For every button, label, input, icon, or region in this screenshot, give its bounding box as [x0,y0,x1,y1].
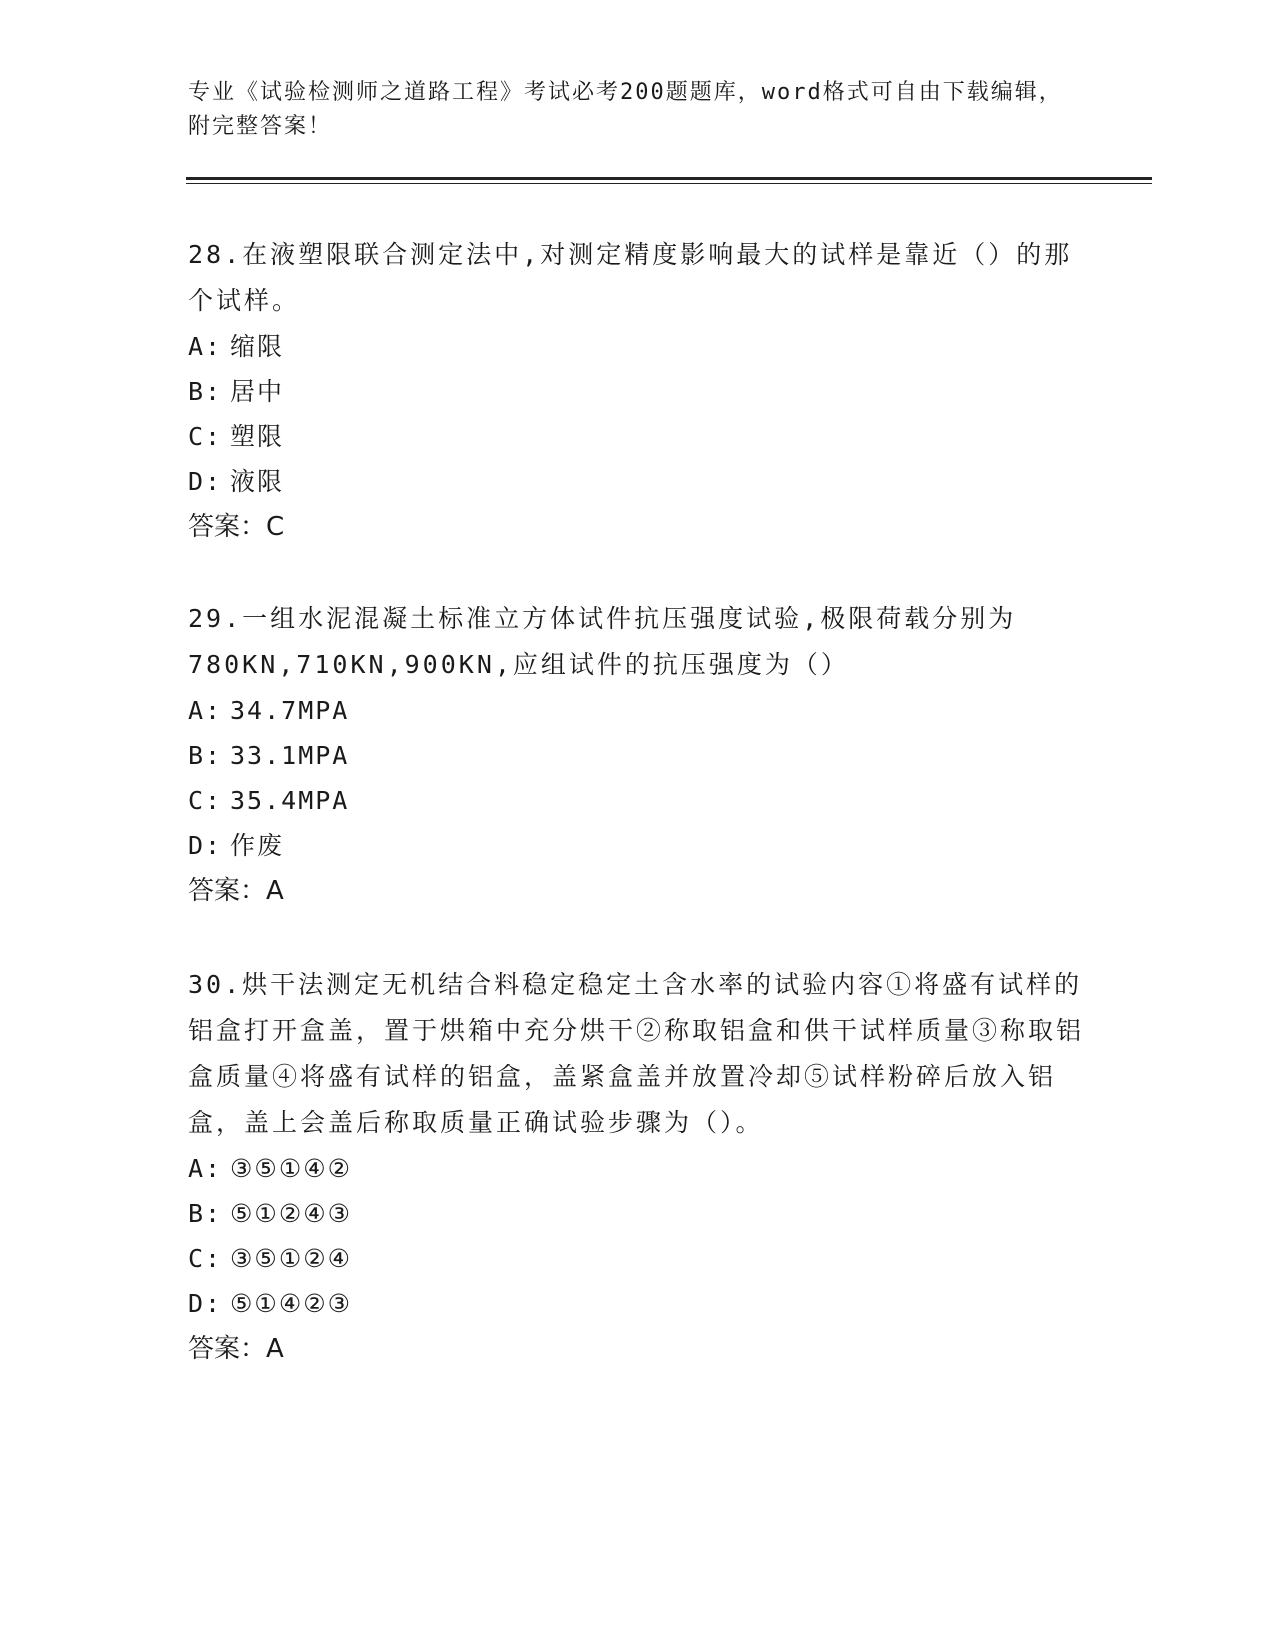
option-b [188,733,1088,778]
option-c [188,778,1088,823]
option-a [188,688,1088,733]
question-29 [188,596,1088,914]
header-divider-thick [186,177,1152,180]
option-text: 液限 [230,467,285,496]
header-divider-thin [186,183,1152,184]
option-letter: B: [188,1199,223,1228]
option-text: 塑限 [230,422,285,451]
option-letter: B: [188,741,223,770]
option-c [188,1236,1088,1281]
question-text: 28.在液塑限联合测定法中,对测定精度影响最大的试样是靠近（）的那个试样。 [188,240,1073,315]
option-d [188,459,1088,504]
question-28 [188,232,1088,550]
option-text: 35.4MPA [230,786,350,815]
option-a [188,1146,1088,1191]
option-d [188,1281,1088,1326]
question-text: 29.一组水泥混凝土标准立方体试件抗压强度试验,极限荷载分别为780KN,710KN,900KN,应组试件的抗压强度为（） [188,604,1017,679]
option-text: ③⑤①②④ [230,1244,353,1273]
option-letter: D: [188,831,223,860]
answer-line: 答案：A [188,876,284,906]
option-letter: C: [188,1244,223,1273]
option-letter: A: [188,696,223,725]
option-text: 34.7MPA [230,696,350,725]
option-text: 33.1MPA [230,741,350,770]
document-header: 专业《试验检测师之道路工程》考试必考200题题库，word格式可自由下载编辑，附完整答案！ [188,80,1063,139]
option-text: 居中 [230,377,285,406]
option-letter: A: [188,1154,223,1183]
option-text: ③⑤①④② [230,1154,353,1183]
option-text: ⑤①②④③ [230,1199,353,1228]
answer-line: 答案：A [188,1334,284,1364]
option-letter: C: [188,786,223,815]
option-letter: D: [188,467,223,496]
option-a [188,324,1088,369]
option-letter: C: [188,422,223,451]
option-letter: B: [188,377,223,406]
option-letter: D: [188,1289,223,1318]
option-text: 作废 [230,831,285,860]
option-d [188,823,1088,868]
answer-line: 答案：C [188,512,285,542]
option-b [188,1191,1088,1236]
option-c [188,414,1088,459]
option-text: 缩限 [230,332,285,361]
option-b [188,369,1088,414]
option-letter: A: [188,332,223,361]
question-30 [188,962,1088,1372]
question-text: 30.烘干法测定无机结合料稳定稳定土含水率的试验内容①将盛有试样的铝盒打开盒盖，置于烘箱中充分烘干②称取铝盒和供干试样质量③称取铝盒质量④将盛有试样的铝盒，盖紧盒盖并放置冷却⑤试样粉碎后放入铝盒，盖上会盖后称取质量正确试验步骤为（）。 [188,970,1085,1137]
option-text: ⑤①④②③ [230,1289,353,1318]
